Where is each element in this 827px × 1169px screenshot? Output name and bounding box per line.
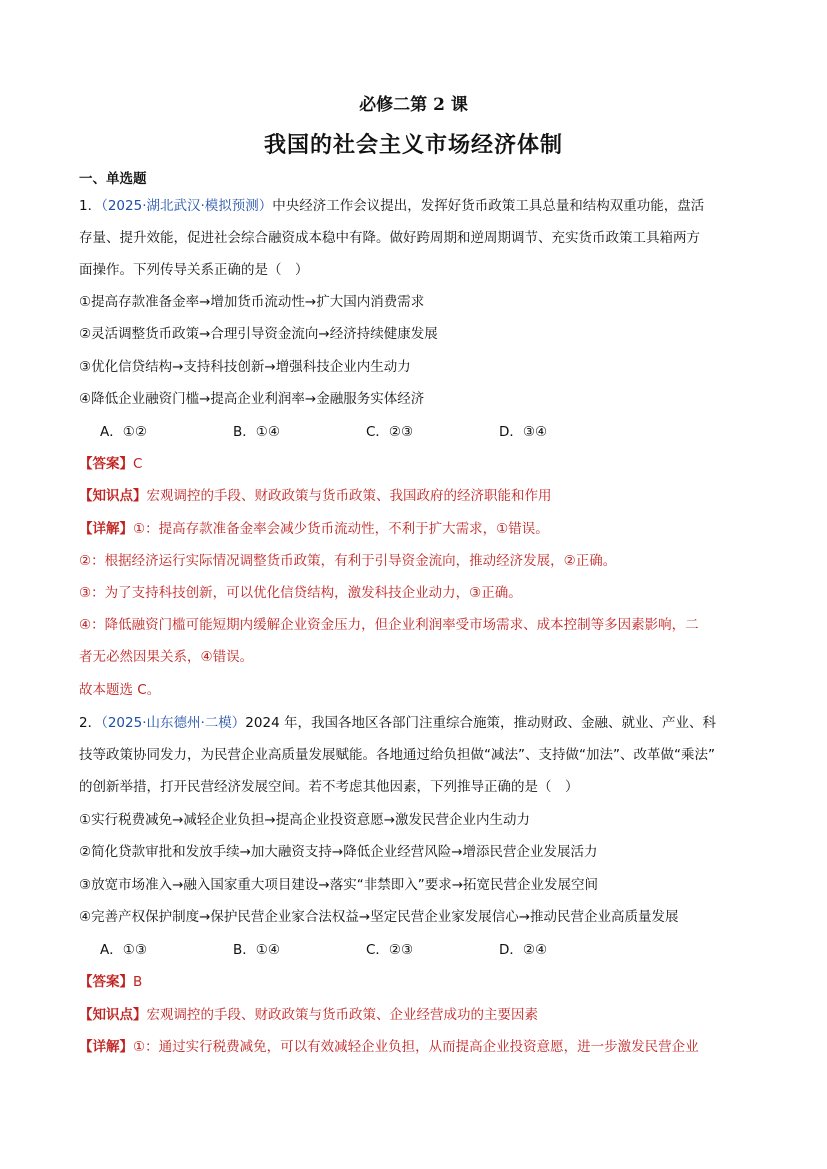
q1-item-3: ③优化信贷结构→支持科技创新→增强科技企业内生动力: [79, 359, 411, 375]
q1-option-b: B．①④: [233, 424, 280, 440]
q2-stem-line-1: [79, 713, 759, 733]
q2-item-3: ③放宽市场准入→融入国家重大项目建设→落实“非禁即入”要求→拓宽民营企业发展空间: [79, 877, 599, 893]
q2-stem-line-3: 的创新举措，打开民营经济发展空间。若不考虑其他因素，下列推导正确的是（ ）: [79, 779, 579, 795]
q1-stem-line-3: 面操作。下列传导关系正确的是（ ）: [79, 262, 309, 278]
q2-item-2: ②简化贷款审批和发放手续→加大融资支持→降低企业经营风险→增添民营企业发展活力: [79, 844, 598, 860]
lesson-subtitle: 必修二第 2 课: [359, 95, 468, 115]
q1-detail-1-text: ①：提高存款准备金率会减少货币流动性，不利于扩大需求，①错误。: [133, 521, 549, 537]
q2-kp-text: 宏观调控的手段、财政政策与货币政策、企业经营成功的主要因素: [146, 1007, 538, 1023]
q1-conclusion: 故本题选 C。: [79, 682, 161, 698]
q1-answer-tag: 【答案】: [79, 456, 133, 472]
q1-kp-tag: 【知识点】: [79, 488, 147, 504]
q1-item-2: ②灵活调整货币政策→合理引导资金流向→经济持续健康发展: [79, 326, 438, 342]
q2-stem-line-2: 技等政策协同发力，为民营企业高质量发展赋能。各地通过给负担做“减法”、支持做“加法”、改革做“乘法”: [79, 747, 715, 763]
q1-option-c: C．②③: [366, 424, 414, 440]
q2-number: 2．: [79, 715, 102, 731]
q2-answer-tag: 【答案】: [79, 974, 133, 990]
q2-item-1: ①实行税费减免→减轻企业负担→提高企业投资意愿→激发民营企业内生动力: [79, 812, 531, 828]
section-heading: 一、单选题: [79, 171, 147, 187]
q2-knowledge-point: [79, 1005, 759, 1025]
q1-kp-text: 宏观调控的手段、财政政策与货币政策、我国政府的经济职能和作用: [146, 488, 552, 504]
q2-option-d: D．②④: [499, 942, 548, 958]
q1-option-d: D．③④: [499, 424, 548, 440]
q2-answer-value: B: [133, 974, 143, 990]
q1-detail-3: ③：为了支持科技创新，可以优化信贷结构，激发科技企业动力，③正确。: [79, 585, 522, 601]
q1-detail-4-line-2: 者无必然因果关系，④错误。: [79, 649, 254, 665]
q2-item-4: ④完善产权保护制度→保护民营企业家合法权益→坚定民营企业家发展信心→推动民营企业高质量发展: [79, 909, 679, 925]
q2-options: [100, 940, 547, 960]
lesson-title: 我国的社会主义市场经济体制: [263, 132, 563, 158]
q2-detail-1-text: ①：通过实行税费减免，可以有效减轻企业负担，从而提高企业投资意愿，进一步激发民营企业: [133, 1039, 699, 1055]
q2-answer: [79, 972, 759, 992]
q1-answer: [79, 454, 759, 474]
q2-detail-1: [79, 1037, 759, 1057]
q1-number: 1．: [79, 198, 102, 214]
q2-option-a: A．①③: [100, 942, 147, 958]
q1-source: （2025·湖北武汉·模拟预测）: [101, 198, 273, 214]
q1-item-1: ①提高存款准备金率→增加货币流动性→扩大国内消费需求: [79, 294, 425, 310]
q1-answer-value: C: [133, 456, 143, 472]
q1-stem-line-1: [79, 196, 759, 216]
q1-item-4: ④降低企业融资门槛→提高企业利润率→金融服务实体经济: [79, 391, 425, 407]
q2-source: （2025·山东德州·二模）: [101, 715, 246, 731]
q2-option-b: B．①④: [233, 942, 280, 958]
q1-stem-text: 中央经济工作会议提出，发挥好货币政策工具总量和结构双重功能，盘活: [272, 198, 705, 214]
q1-options: [100, 422, 547, 442]
q2-kp-tag: 【知识点】: [79, 1007, 147, 1023]
q1-detail-tag: 【详解】: [79, 521, 133, 537]
q2-option-c: C．②③: [366, 942, 414, 958]
q1-detail-1: [79, 519, 759, 539]
q1-stem-line-2: 存量、提升效能，促进社会综合融资成本稳中有降。做好跨周期和逆周期调节、充实货币政策工具箱两方: [79, 230, 700, 246]
q2-stem-text: 2024 年，我国各地区各部门注重综合施策，推动财政、金融、就业、产业、科: [245, 715, 716, 731]
q2-detail-tag: 【详解】: [79, 1039, 133, 1055]
q1-knowledge-point: [79, 486, 759, 506]
q1-option-a: A．①②: [100, 424, 147, 440]
q1-detail-2: ②：根据经济运行实际情况调整货币政策，有利于引导资金流向，推动经济发展，②正确。: [79, 553, 617, 569]
q1-detail-4-line-1: ④：降低融资门槛可能短期内缓解企业资金压力，但企业利润率受市场需求、成本控制等多因素影响，二: [79, 617, 699, 633]
